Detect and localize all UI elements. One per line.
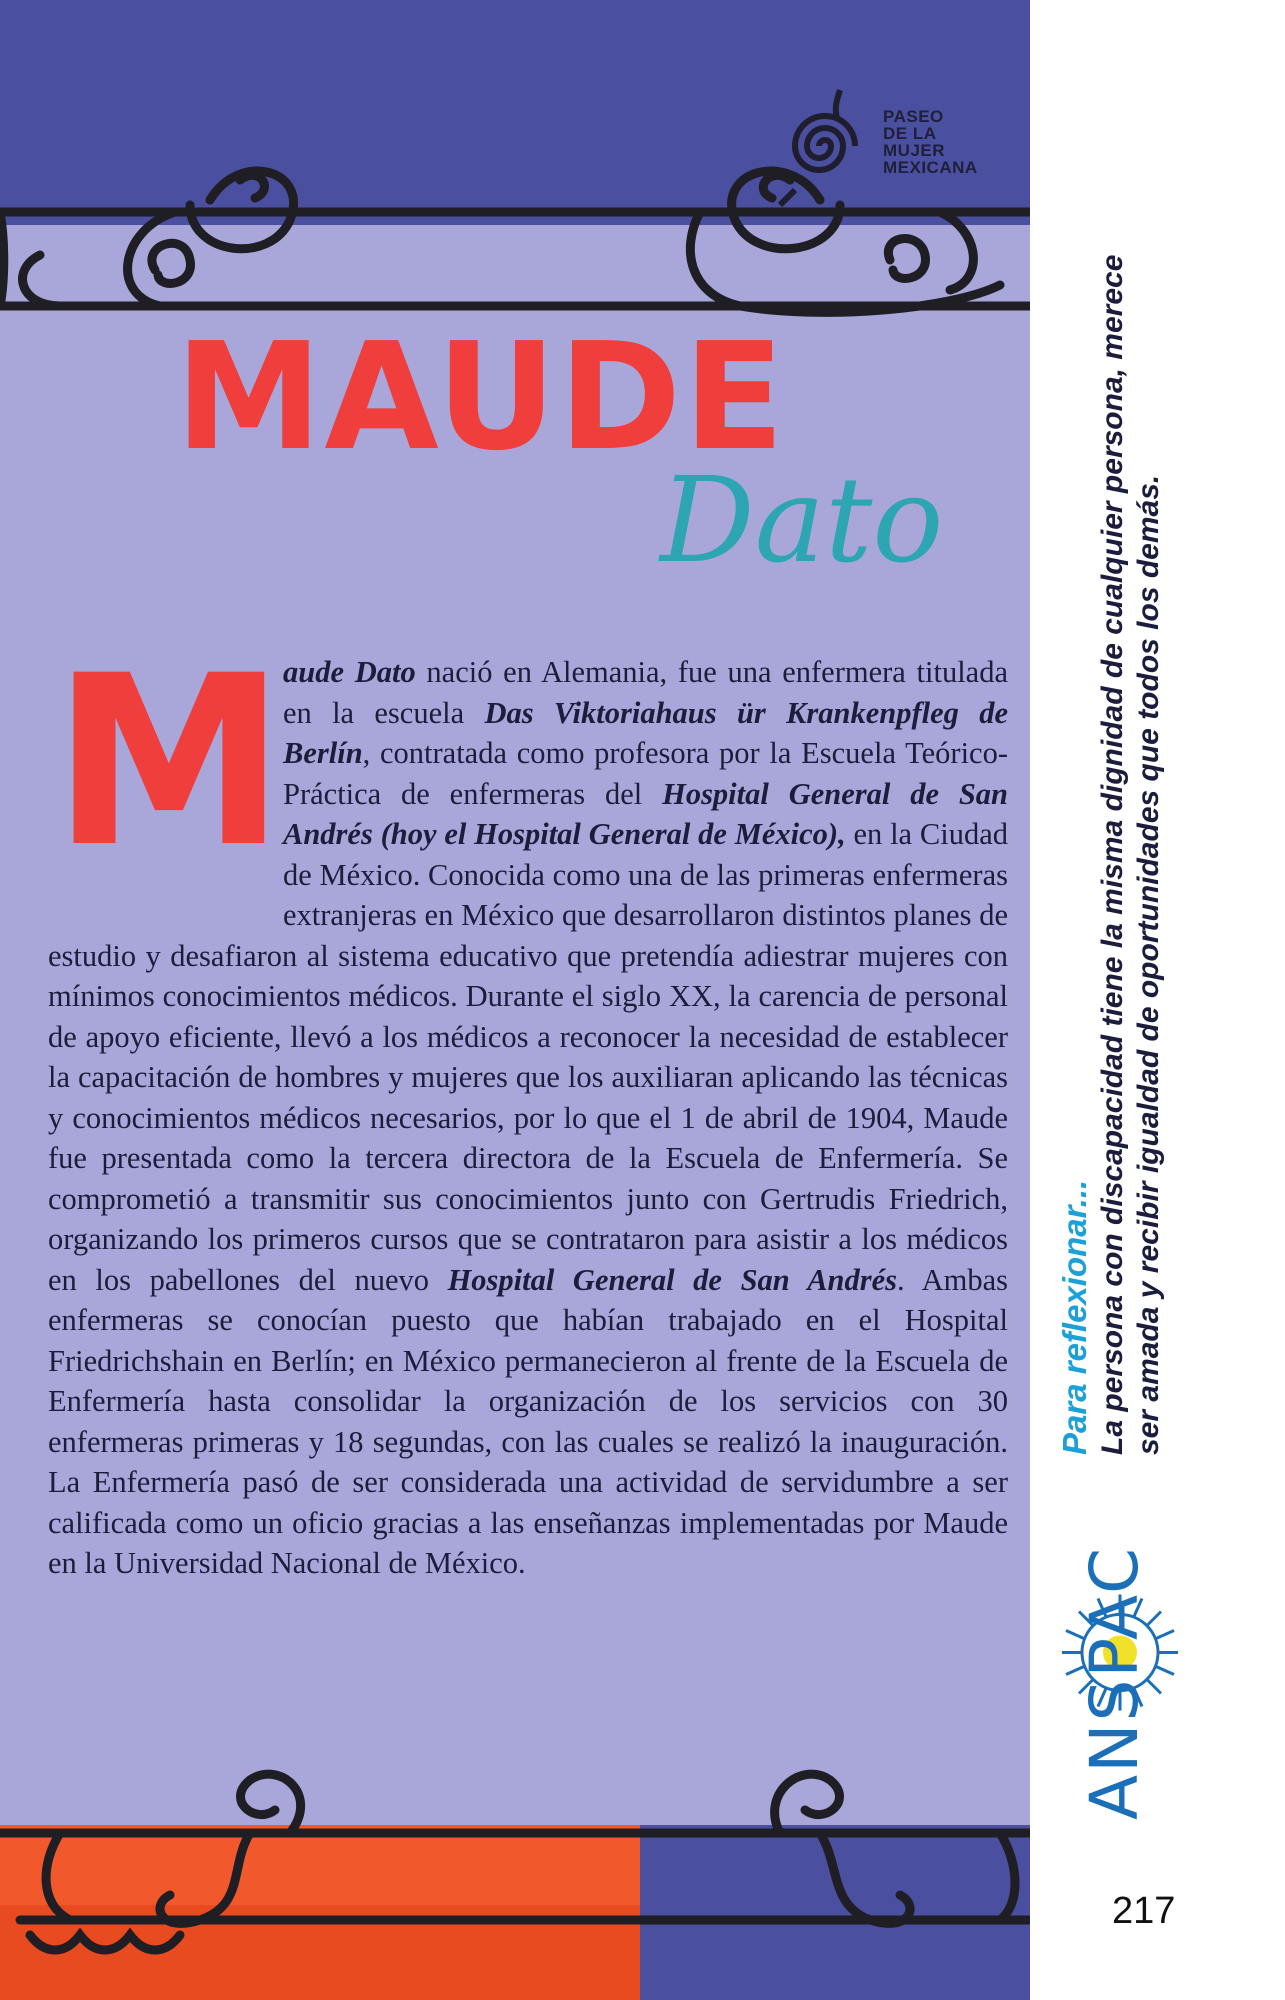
anspac-wordmark: ANSPAC [1076,1545,1153,1820]
spiral-icon [775,80,875,210]
reflection-sidebar [1055,235,1250,1455]
article-body [48,652,1008,1584]
title-first-name: MAUDE [175,311,787,483]
paseo-logo [775,80,1025,210]
article-text-3: en la Ciudad de México. Conocida como una de las primeras enfermeras extranjeras en México que desarrollaron distintos planes de estudio y desafiaron al sistema educativo que pretendía adiestrar mujeres con mínimos conocimientos médicos. Durante el siglo XX, la carencia de personal de apoyo eficiente, llevó a los médicos a reconocer la necesidad de establecer la capacitación de hombres y mujeres que los auxiliaran aplicando las técnicas y conocimientos médicos necesarios, por lo que el 1 de abril de 1904, Maude fue presentada como la tercera directora de la Escuela de Enfermería. Se comprometió a transmitir sus conocimientos junto con Gertrudis Friedrich, organizando los primeros cursos que se contrataron para asistir a los médicos en los pabellones del nuevo [48,817,1008,1297]
article-text-4: . Ambas enfermeras se conocían puesto que habían trabajado en el Hospital Friedrichshain en Berlín; en México permanecieron al frente de la Escuela de Enfermería hasta consolidar la organización de los servicios con 30 enfermeras primeras y 18 segundas, con las cuales se realizó la inauguración. La Enfermería pasó de ser considerada una actividad de servidumbre a ser calificada como un oficio gracias a las enseñanzas implementadas por Maude en la Universidad Nacional de México. [48,1262,1008,1580]
iron-scroll-ornament-bottom [0,1755,1030,1955]
logo-line-4: MEXICANA [883,158,978,177]
article-text-2: , contratada como profesora por la Escuela Teórico-Práctica de enfermeras del [283,736,1008,811]
page-number: 217 [1112,1890,1176,1932]
article-name-emphasis: aude Dato [283,655,416,689]
article-hospital-emphasis-2: Hospital General de San Andrés [447,1262,898,1297]
logo-line-2: DE LA [883,124,937,143]
reflection-heading: Para reflexionar... [1056,1179,1093,1455]
logo-line-1: PASEO [883,107,944,126]
logo-line-3: MUJER [883,141,946,160]
article-text-1: nació en Alemania, fue una enfermera titulada en la escuela [283,655,1008,730]
drop-cap: M [52,626,286,899]
article-school-emphasis: Das Viktoriahaus ür Krankenpfleg de Berlín [283,695,1009,770]
drop-cap-space [48,652,283,902]
reflection-text: La persona con discapacidad tiene la misma dignidad de cualquier persona, merece ser amada y recibir igualdad de oportunidades que todos los demás. [1096,254,1165,1455]
anspac-logo [1075,1540,1155,1820]
title-last-name: Dato [660,451,944,589]
paseo-logo-text [883,108,978,176]
article-hospital-emphasis: Hospital General de San Andrés (hoy el Hospital General de México), [283,776,1008,851]
